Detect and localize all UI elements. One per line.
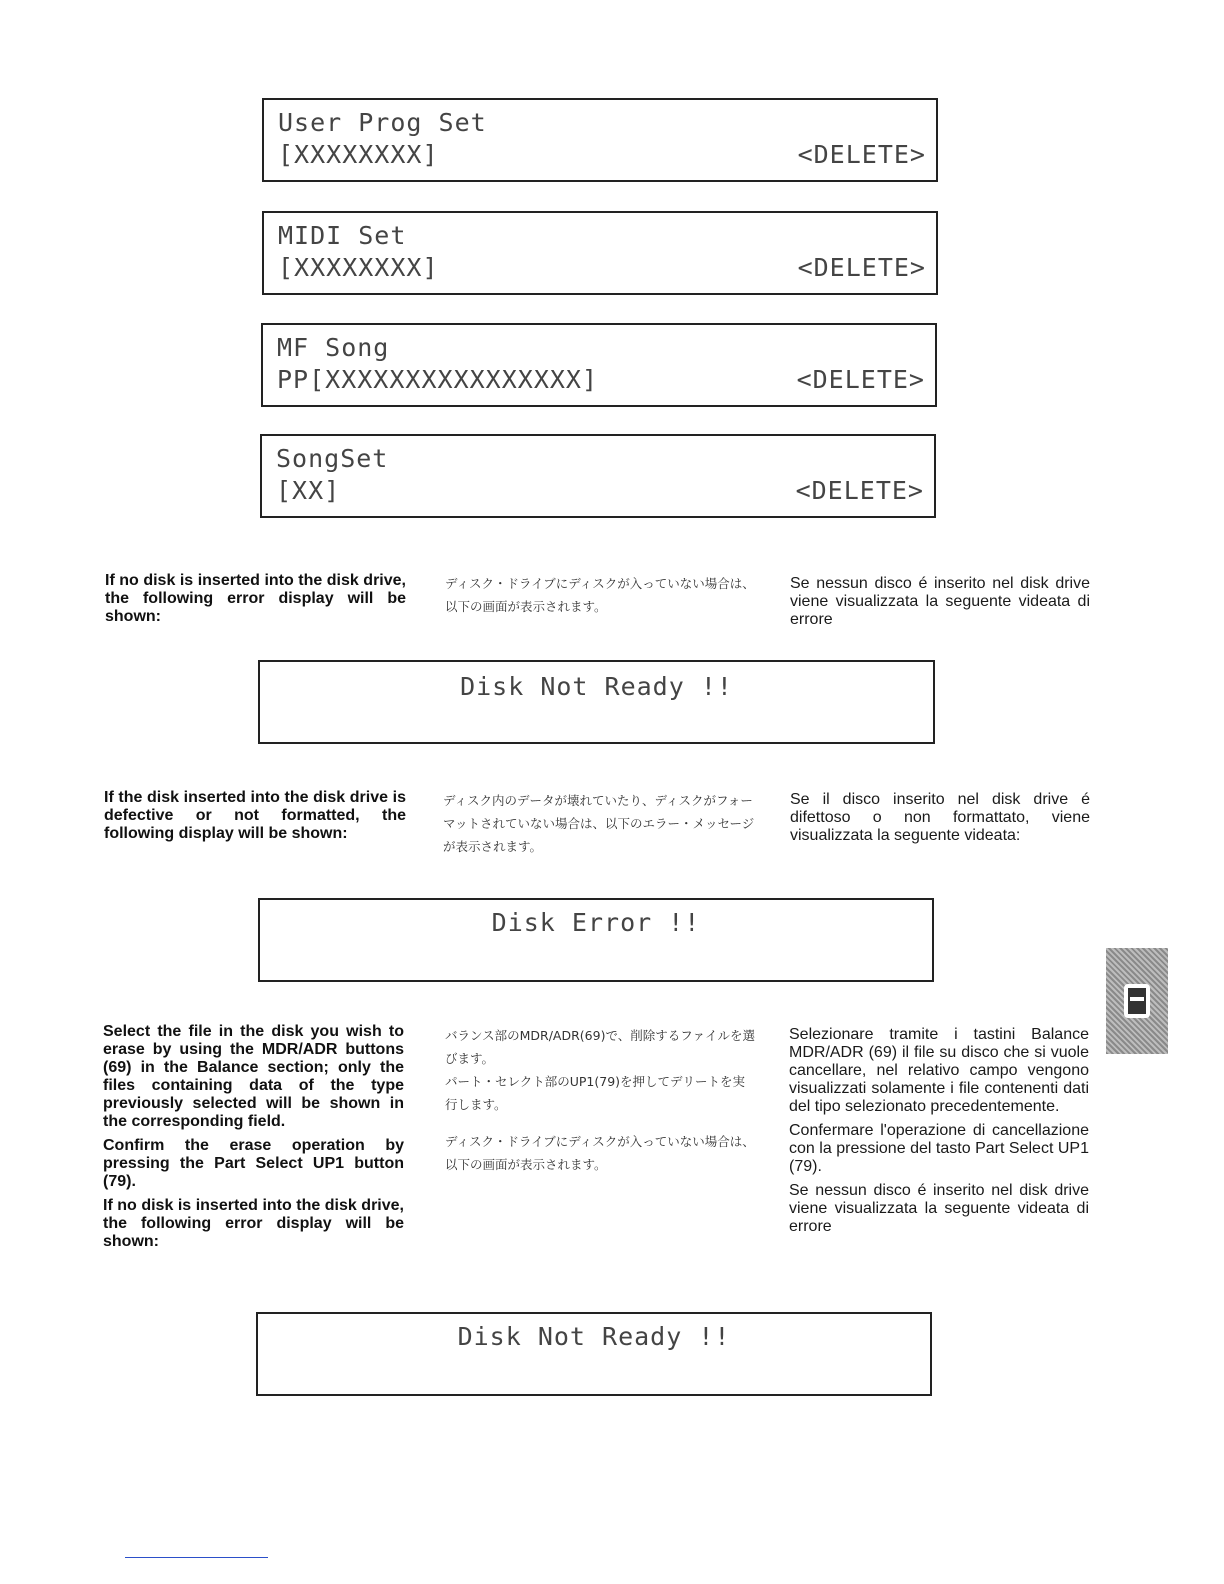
- no-disk-italian: Se nessun disco é inserito nel disk drive viene visualizzata la seguente videata di errore: [790, 575, 1090, 628]
- lcd-delete: <DELETE>: [795, 476, 924, 505]
- select-japanese: [445, 1024, 757, 1176]
- lcd-delete: <DELETE>: [796, 365, 925, 394]
- lcd-message: Disk Not Ready !!: [457, 1322, 731, 1351]
- lcd-line-2: PP[XXXXXXXXXXXXXXXX]: [277, 365, 599, 394]
- lcd-disk-not-ready-2: [256, 1312, 932, 1396]
- lcd-message: Disk Not Ready !!: [460, 672, 733, 701]
- defective-italian: Se il disco inserito nel disk drive é difettoso o non formattato, viene visualizzata la seguente videata:: [790, 791, 1090, 844]
- no-disk-japanese: ディスク・ドライブにディスクが入っていない場合は、以下の画面が表示されます。: [445, 576, 755, 614]
- chapter-tab: [1106, 948, 1168, 1054]
- select-english-p3: If no disk is inserted into the disk drive, the following error display will be shown:: [103, 1197, 404, 1250]
- no-disk-english: If no disk is inserted into the disk drive, the following error display will be shown:: [105, 572, 406, 625]
- lcd-line-1: MIDI Set: [278, 221, 407, 250]
- chapter-tab-icon: [1124, 984, 1150, 1018]
- select-italian: [789, 1026, 1089, 1236]
- select-italian-p1: Selezionare tramite i tastini Balance MDR/ADR (69) il file su disco che si vuole cancellare, nel relativo campo vengono visualizzati solamente i file contenenti dati del tipo selezionato precedentemente.: [789, 1026, 1089, 1115]
- select-italian-p2: Confermare l'operazione di cancellazione con la pressione del tasto Part Select UP1 (79).: [789, 1122, 1089, 1175]
- lcd-delete: <DELETE>: [797, 253, 926, 282]
- lcd-mf-song: [261, 323, 937, 407]
- lcd-line-1: User Prog Set: [278, 108, 487, 137]
- lcd-line-1: SongSet: [276, 444, 389, 473]
- lcd-message: Disk Error !!: [491, 908, 701, 937]
- select-japanese-p1: バランス部のMDR/ADR(69)で、削除するファイルを選びます。: [445, 1028, 755, 1066]
- lcd-delete: <DELETE>: [797, 140, 926, 169]
- lcd-midi-set: [262, 211, 938, 295]
- lcd-line-2: [XXXXXXXX]: [278, 253, 439, 282]
- lcd-user-prog-set: [262, 98, 938, 182]
- select-english-p2: Confirm the erase operation by pressing the Part Select UP1 button (79).: [103, 1137, 404, 1190]
- lcd-line-2: [XX]: [276, 476, 341, 505]
- lcd-song-set: [260, 434, 936, 518]
- select-english-p1: Select the file in the disk you wish to erase by using the MDR/ADR buttons (69) in the Balance section; only the files containing data of the type previously selected will be shown in the corresponding field.: [103, 1023, 404, 1130]
- select-japanese-p2: パート・セレクト部のUP1(79)を押してデリートを実行します。: [445, 1074, 746, 1112]
- lcd-line-1: MF Song: [277, 333, 390, 362]
- lcd-disk-not-ready-1: [258, 660, 935, 744]
- select-italian-p3: Se nessun disco é inserito nel disk drive viene visualizzata la seguente videata di errore: [789, 1182, 1089, 1235]
- select-english: [103, 1023, 404, 1251]
- lcd-line-2: [XXXXXXXX]: [278, 140, 439, 169]
- defective-japanese: ディスク内のデータが壊れていたり、ディスクがフォーマットされていない場合は、以下のエラー・メッセージが表示されます。: [443, 793, 755, 854]
- footer-rule: [125, 1557, 268, 1558]
- defective-english: If the disk inserted into the disk drive is defective or not formatted, the following display will be shown:: [104, 789, 406, 842]
- lcd-disk-error: [258, 898, 934, 982]
- select-japanese-p3: ディスク・ドライブにディスクが入っていない場合は、以下の画面が表示されます。: [445, 1134, 755, 1172]
